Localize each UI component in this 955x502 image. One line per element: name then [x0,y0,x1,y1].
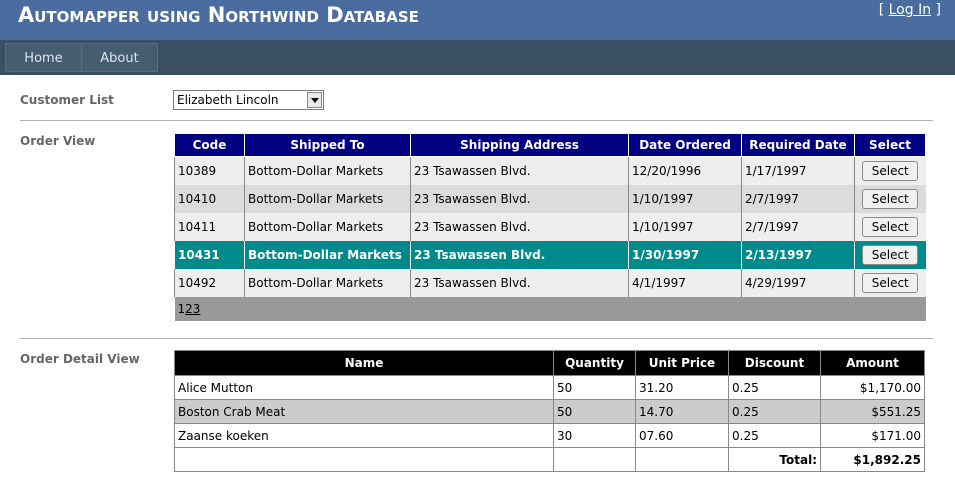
product-name: Alice Mutton [175,376,554,400]
select-button[interactable]: Select [862,217,918,237]
order-required-date: 4/29/1997 [742,269,855,297]
select-cell [855,157,926,186]
order-address: 23 Tsawassen Blvd. [411,185,629,213]
order-shipped-to: Bottom-Dollar Markets [245,213,411,241]
table-row [175,269,926,297]
dropdown-arrow-icon[interactable] [307,92,322,108]
order-required-date: 2/7/1997 [742,185,855,213]
page-header [0,0,955,40]
select-cell [855,269,926,297]
select-button[interactable]: Select [862,273,918,293]
customer-select-value: Elizabeth Lincoln [177,93,279,107]
select-button[interactable]: Select [862,245,918,265]
order-shipped-to: Bottom-Dollar Markets [245,185,411,213]
product-name: Zaanse koeken [175,424,554,448]
pager-row [175,297,926,321]
table-row [175,157,926,186]
column-header: Amount [821,351,925,376]
order-code: 10389 [175,157,245,186]
total-value: $1,892.25 [821,448,925,472]
select-cell [855,241,926,269]
product-amount: $1,170.00 [821,376,925,400]
order-code: 10411 [175,213,245,241]
order-detail-view-label: Order Detail View [20,352,140,366]
menu-item-home[interactable]: Home [5,43,82,72]
select-button[interactable]: Select [862,161,918,181]
order-code: 10410 [175,185,245,213]
order-address: 23 Tsawassen Blvd. [411,241,629,269]
product-quantity: 50 [554,400,636,424]
table-row [175,424,925,448]
pager-page-current: 1 [177,302,186,316]
login-bracket-open: [ [878,2,889,18]
product-amount: $171.00 [821,424,925,448]
product-quantity: 50 [554,376,636,400]
table-row [175,213,926,241]
order-date-ordered: 1/30/1997 [629,241,742,269]
order-shipped-to: Bottom-Dollar Markets [245,269,411,297]
table-row [175,400,925,424]
pager [175,297,926,321]
product-name: Boston Crab Meat [175,400,554,424]
select-cell [855,185,926,213]
order-date-ordered: 12/20/1996 [629,157,742,186]
table-row-selected [175,241,926,269]
order-shipped-to: Bottom-Dollar Markets [245,157,411,186]
pager-page-link[interactable]: 3 [192,302,201,316]
menu-item-about[interactable]: About [81,43,158,72]
empty-cell [175,448,554,472]
table-row [175,376,925,400]
column-header: Unit Price [636,351,729,376]
order-code: 10492 [175,269,245,297]
login-area [879,2,941,18]
table-row [175,185,926,213]
order-required-date: 1/17/1997 [742,157,855,186]
column-header: Quantity [554,351,636,376]
column-header: Shipped To [245,134,411,157]
order-date-ordered: 1/10/1997 [629,185,742,213]
order-shipped-to: Bottom-Dollar Markets [245,241,411,269]
select-cell [855,213,926,241]
order-address: 23 Tsawassen Blvd. [411,269,629,297]
order-view-label: Order View [20,134,96,148]
column-header: Code [175,134,245,157]
empty-cell [636,448,729,472]
product-discount: 0.25 [729,376,821,400]
product-discount: 0.25 [729,400,821,424]
product-unit-price: 07.60 [636,424,729,448]
column-header: Required Date [742,134,855,157]
login-link[interactable]: Log In [888,2,932,18]
customer-select[interactable] [173,90,324,110]
column-header: Date Ordered [629,134,742,157]
orders-header-row [175,134,926,157]
product-unit-price: 14.70 [636,400,729,424]
product-quantity: 30 [554,424,636,448]
order-required-date: 2/13/1997 [742,241,855,269]
column-header: Select [855,134,926,157]
customer-list-label: Customer List [20,93,114,107]
orders-grid [174,133,926,321]
order-address: 23 Tsawassen Blvd. [411,157,629,186]
column-header: Name [175,351,554,376]
login-bracket-close: ] [931,2,941,18]
order-required-date: 2/7/1997 [742,213,855,241]
total-row [175,448,925,472]
pager-page-link[interactable]: 2 [185,302,193,316]
order-address: 23 Tsawassen Blvd. [411,213,629,241]
order-date-ordered: 1/10/1997 [629,213,742,241]
column-header: Discount [729,351,821,376]
product-amount: $551.25 [821,400,925,424]
product-discount: 0.25 [729,424,821,448]
divider [20,338,933,339]
details-header-row [175,351,925,376]
product-unit-price: 31.20 [636,376,729,400]
order-details-grid [174,350,925,472]
order-date-ordered: 4/1/1997 [629,269,742,297]
column-header: Shipping Address [411,134,629,157]
empty-cell [554,448,636,472]
app-title: Automapper using Northwind Database [18,3,419,27]
main-menu [0,40,955,75]
order-code: 10431 [175,241,245,269]
select-button[interactable]: Select [862,189,918,209]
total-label: Total: [729,448,821,472]
divider [20,120,933,121]
